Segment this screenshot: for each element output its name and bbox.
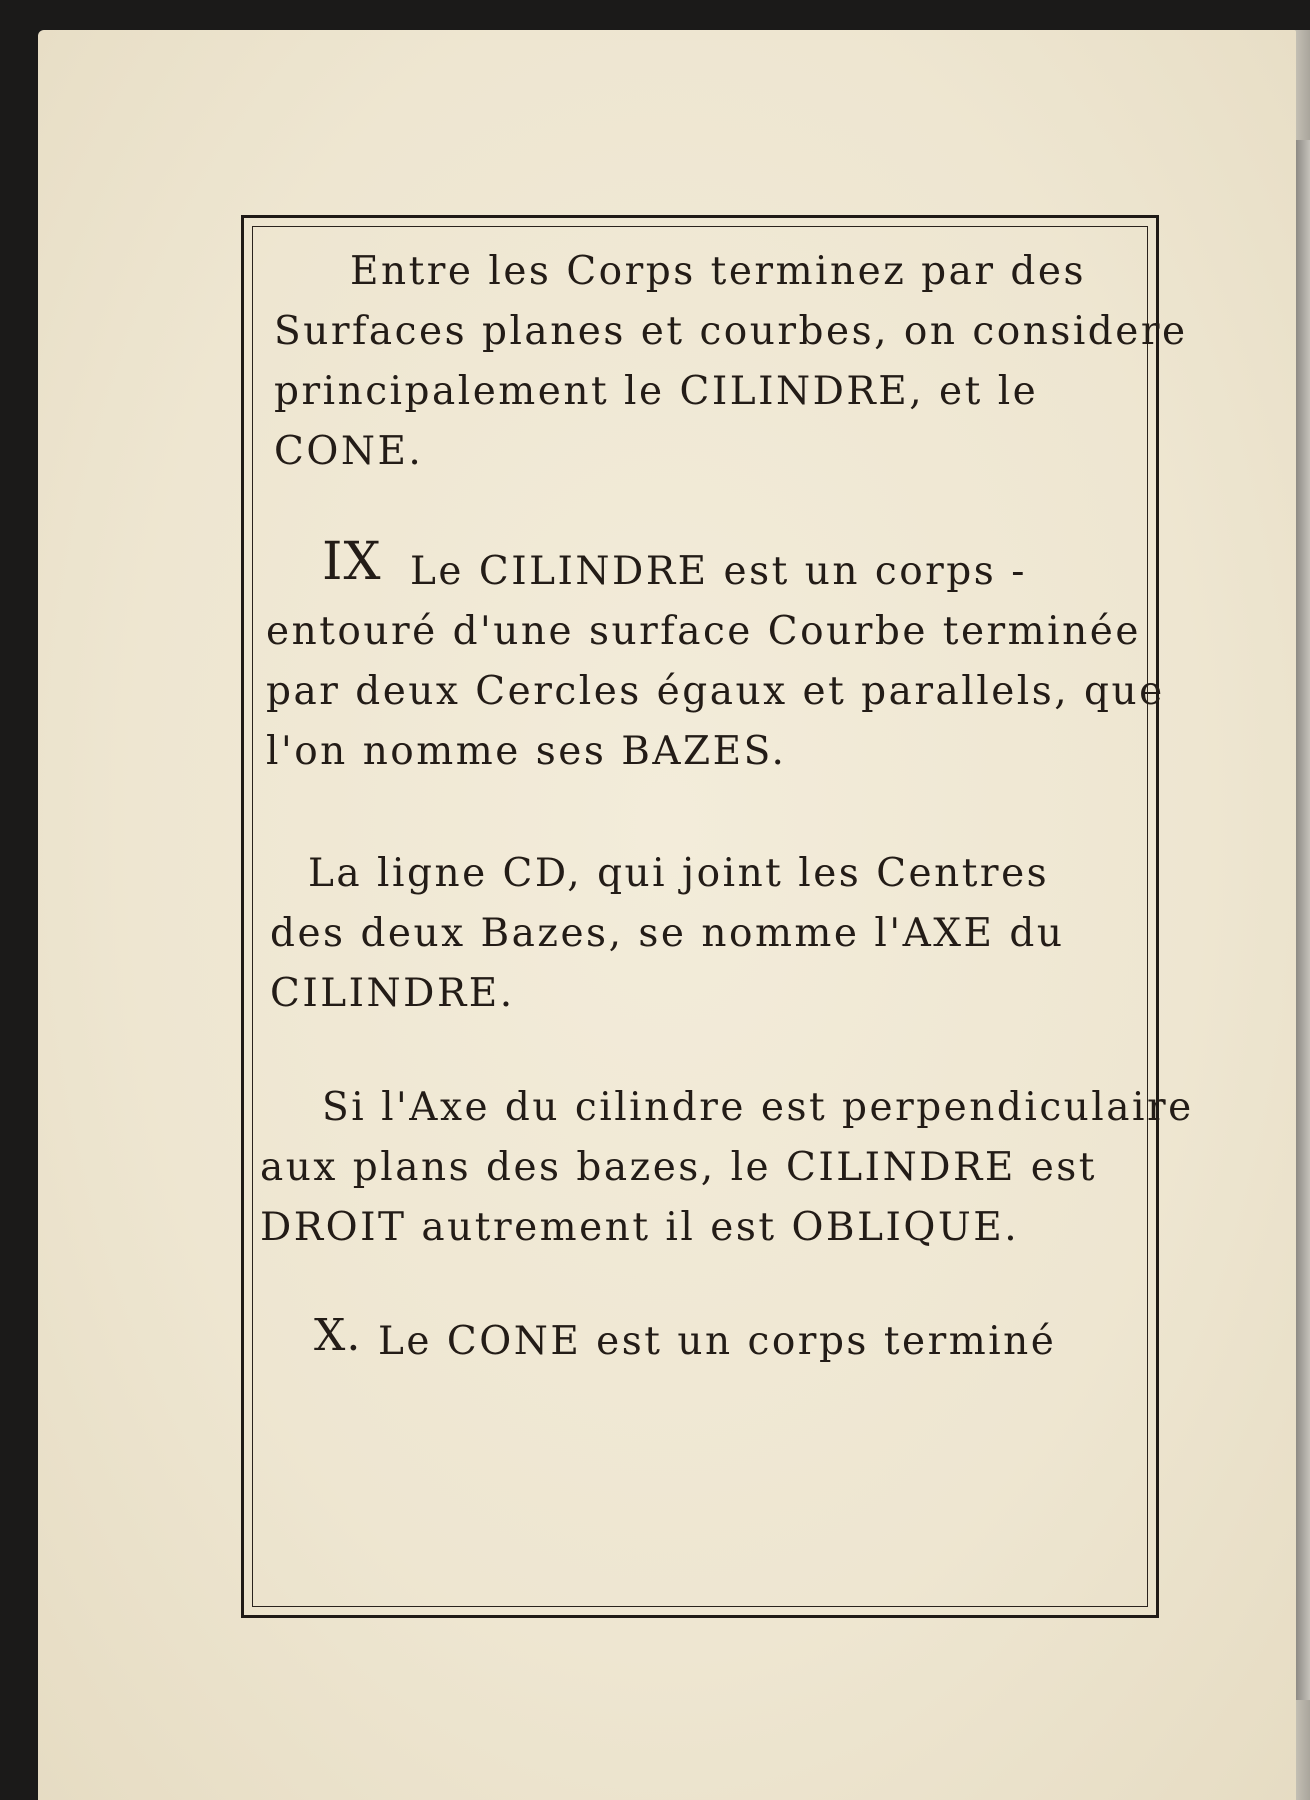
paragraph-2-line-2: entouré d'une surface Courbe terminée <box>266 609 1141 654</box>
section-number-ix: IX <box>322 532 382 592</box>
paragraph-4-line-1: Si l'Axe du cilindre est perpendiculaire <box>322 1085 1194 1130</box>
paragraph-2-line-3: par deux Cercles égaux et parallels, que <box>266 669 1165 714</box>
section-number-x: X. <box>314 1310 362 1361</box>
paragraph-1-line-1: Entre les Corps terminez par des <box>350 249 1086 294</box>
paragraph-3-line-1: La ligne CD, qui joint les Centres <box>308 851 1050 896</box>
paragraph-4-line-2: aux plans des bazes, le CILINDRE est <box>260 1145 1097 1190</box>
paragraph-1-line-4: CONE. <box>274 429 424 474</box>
paragraph-3-line-2: des deux Bazes, se nomme l'AXE du <box>270 911 1065 956</box>
manuscript-page <box>38 30 1296 1800</box>
paragraph-2-line-1: Le CILINDRE est un corps - <box>410 549 1027 594</box>
paragraph-4-line-3: DROIT autrement il est OBLIQUE. <box>260 1205 1020 1250</box>
paragraph-1-line-3: principalement le CILINDRE, et le <box>274 369 1039 414</box>
paragraph-5-line-1: Le CONE est un corps terminé <box>378 1319 1057 1364</box>
paragraph-2-line-4: l'on nomme ses BAZES. <box>266 729 787 774</box>
paragraph-3-line-3: CILINDRE. <box>270 971 515 1016</box>
paragraph-1-line-2: Surfaces planes et courbes, on considere <box>274 309 1188 354</box>
book-block-edge <box>1296 140 1310 1700</box>
